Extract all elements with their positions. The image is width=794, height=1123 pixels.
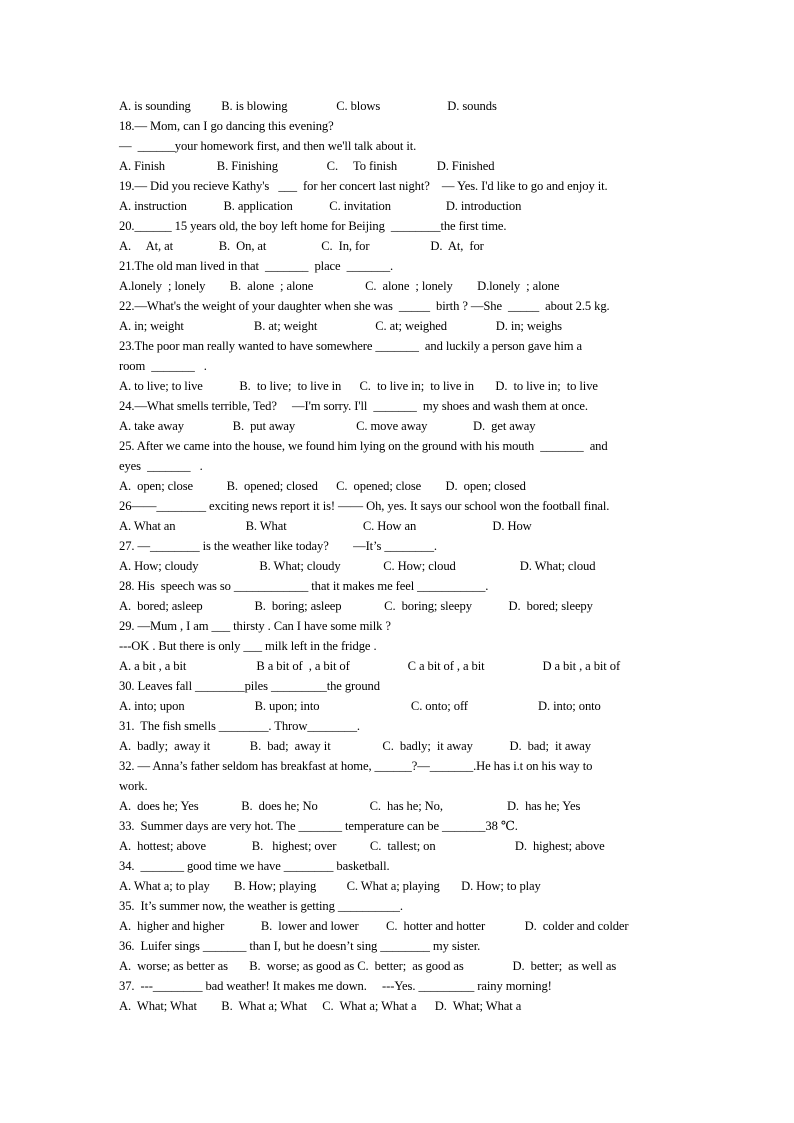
q31-question: 31. The fish smells ________. Throw________. [119, 719, 360, 733]
q29-options: A. a bit , a bit B a bit of , a bit of C a bit of , a bit D a bit , a bit of [119, 659, 621, 673]
q37-options: A. What; What B. What a; What C. What a; What a D. What; What a [119, 999, 522, 1013]
q32-question-cont: work. [119, 779, 148, 793]
q22-options: A. in; weight B. at; weight C. at; weighed D. in; weighs [119, 319, 562, 333]
q29-response: ---OK . But there is only ___ milk left in the fridge . [119, 639, 377, 653]
q28-question: 28. His speech was so ____________ that it makes me feel ___________. [119, 579, 489, 593]
q19-options: A. instruction B. application C. invitation D. introduction [119, 199, 522, 213]
q32-options: A. does he; Yes B. does he; No C. has he; No, D. has he; Yes [119, 799, 581, 813]
q25-question-cont: eyes _______ . [119, 459, 203, 473]
q36-options: A. worse; as better as B. worse; as good as C. better; as good as D. better; as well as [119, 959, 617, 973]
q24-question: 24.—What smells terrible, Ted? —I'm sorry. I'll _______ my shoes and wash them at once. [119, 399, 588, 413]
q27-question: 27. —________ is the weather like today? —It’s ________. [119, 539, 437, 553]
q36-question: 36. Luifer sings _______ than I, but he doesn’t sing ________ my sister. [119, 939, 481, 953]
q23-options: A. to live; to live B. to live; to live in C. to live in; to live in D. to live in; to live [119, 379, 598, 393]
q26-question: 26——________ exciting news report it is! —— Oh, yes. It says our school won the football final. [119, 499, 610, 513]
q33-options: A. hottest; above B. highest; over C. tallest; on D. highest; above [119, 839, 605, 853]
q34-options: A. What a; to play B. How; playing C. What a; playing D. How; to play [119, 879, 541, 893]
q24-options: A. take away B. put away C. move away D. get away [119, 419, 536, 433]
q26-options: A. What an B. What C. How an D. How [119, 519, 532, 533]
q35-question: 35. It’s summer now, the weather is getting __________. [119, 899, 403, 913]
q34-question: 34. _______ good time we have ________ basketball. [119, 859, 390, 873]
q29-question: 29. —Mum , I am ___ thirsty . Can I have some milk ? [119, 619, 391, 633]
q32-question: 32. — Anna’s father seldom has breakfast at home, ______?—_______.He has i.t on his way to [119, 759, 593, 773]
q17-options: A. is sounding B. is blowing C. blows D. sounds [119, 99, 497, 113]
q35-options: A. higher and higher B. lower and lower C. hotter and hotter D. colder and colder [119, 919, 629, 933]
q31-options: A. badly; away it B. bad; away it C. badly; it away D. bad; it away [119, 739, 591, 753]
q21-options: A.lonely ; lonely B. alone ; alone C. alone ; lonely D.lonely ; alone [119, 279, 560, 293]
q18-response: — ______your homework first, and then we'll talk about it. [119, 139, 417, 153]
q33-question: 33. Summer days are very hot. The _______ temperature can be _______38 ℃. [119, 819, 518, 833]
q23-question-cont: room _______ . [119, 359, 207, 373]
exam-page [119, 96, 679, 1016]
q30-options: A. into; upon B. upon; into C. onto; off D. into; onto [119, 699, 601, 713]
q28-options: A. bored; asleep B. boring; asleep C. boring; sleepy D. bored; sleepy [119, 599, 593, 613]
q18-options: A. Finish B. Finishing C. To finish D. Finished [119, 159, 495, 173]
q27-options: A. How; cloudy B. What; cloudy C. How; cloud D. What; cloud [119, 559, 596, 573]
q19-question: 19.— Did you recieve Kathy's ___ for her concert last night? — Yes. I'd like to go and enjoy it. [119, 179, 608, 193]
q37-question: 37. ---________ bad weather! It makes me down. ---Yes. _________ rainy morning! [119, 979, 552, 993]
q21-question: 21.The old man lived in that _______ place _______. [119, 259, 394, 273]
q20-question: 20.______ 15 years old, the boy left home for Beijing ________the first time. [119, 219, 507, 233]
q30-question: 30. Leaves fall ________piles _________the ground [119, 679, 380, 693]
q25-question: 25. After we came into the house, we found him lying on the ground with his mouth _______ and [119, 439, 608, 453]
q18-question: 18.— Mom, can I go dancing this evening? [119, 119, 334, 133]
q23-question: 23.The poor man really wanted to have somewhere _______ and luckily a person gave him a [119, 339, 582, 353]
q25-options: A. open; close B. opened; closed C. opened; close D. open; closed [119, 479, 526, 493]
q22-question: 22.—What's the weight of your daughter when she was _____ birth ? —She _____ about 2.5 kg. [119, 299, 610, 313]
q20-options: A. At, at B. On, at C. In, for D. At, for [119, 239, 484, 253]
